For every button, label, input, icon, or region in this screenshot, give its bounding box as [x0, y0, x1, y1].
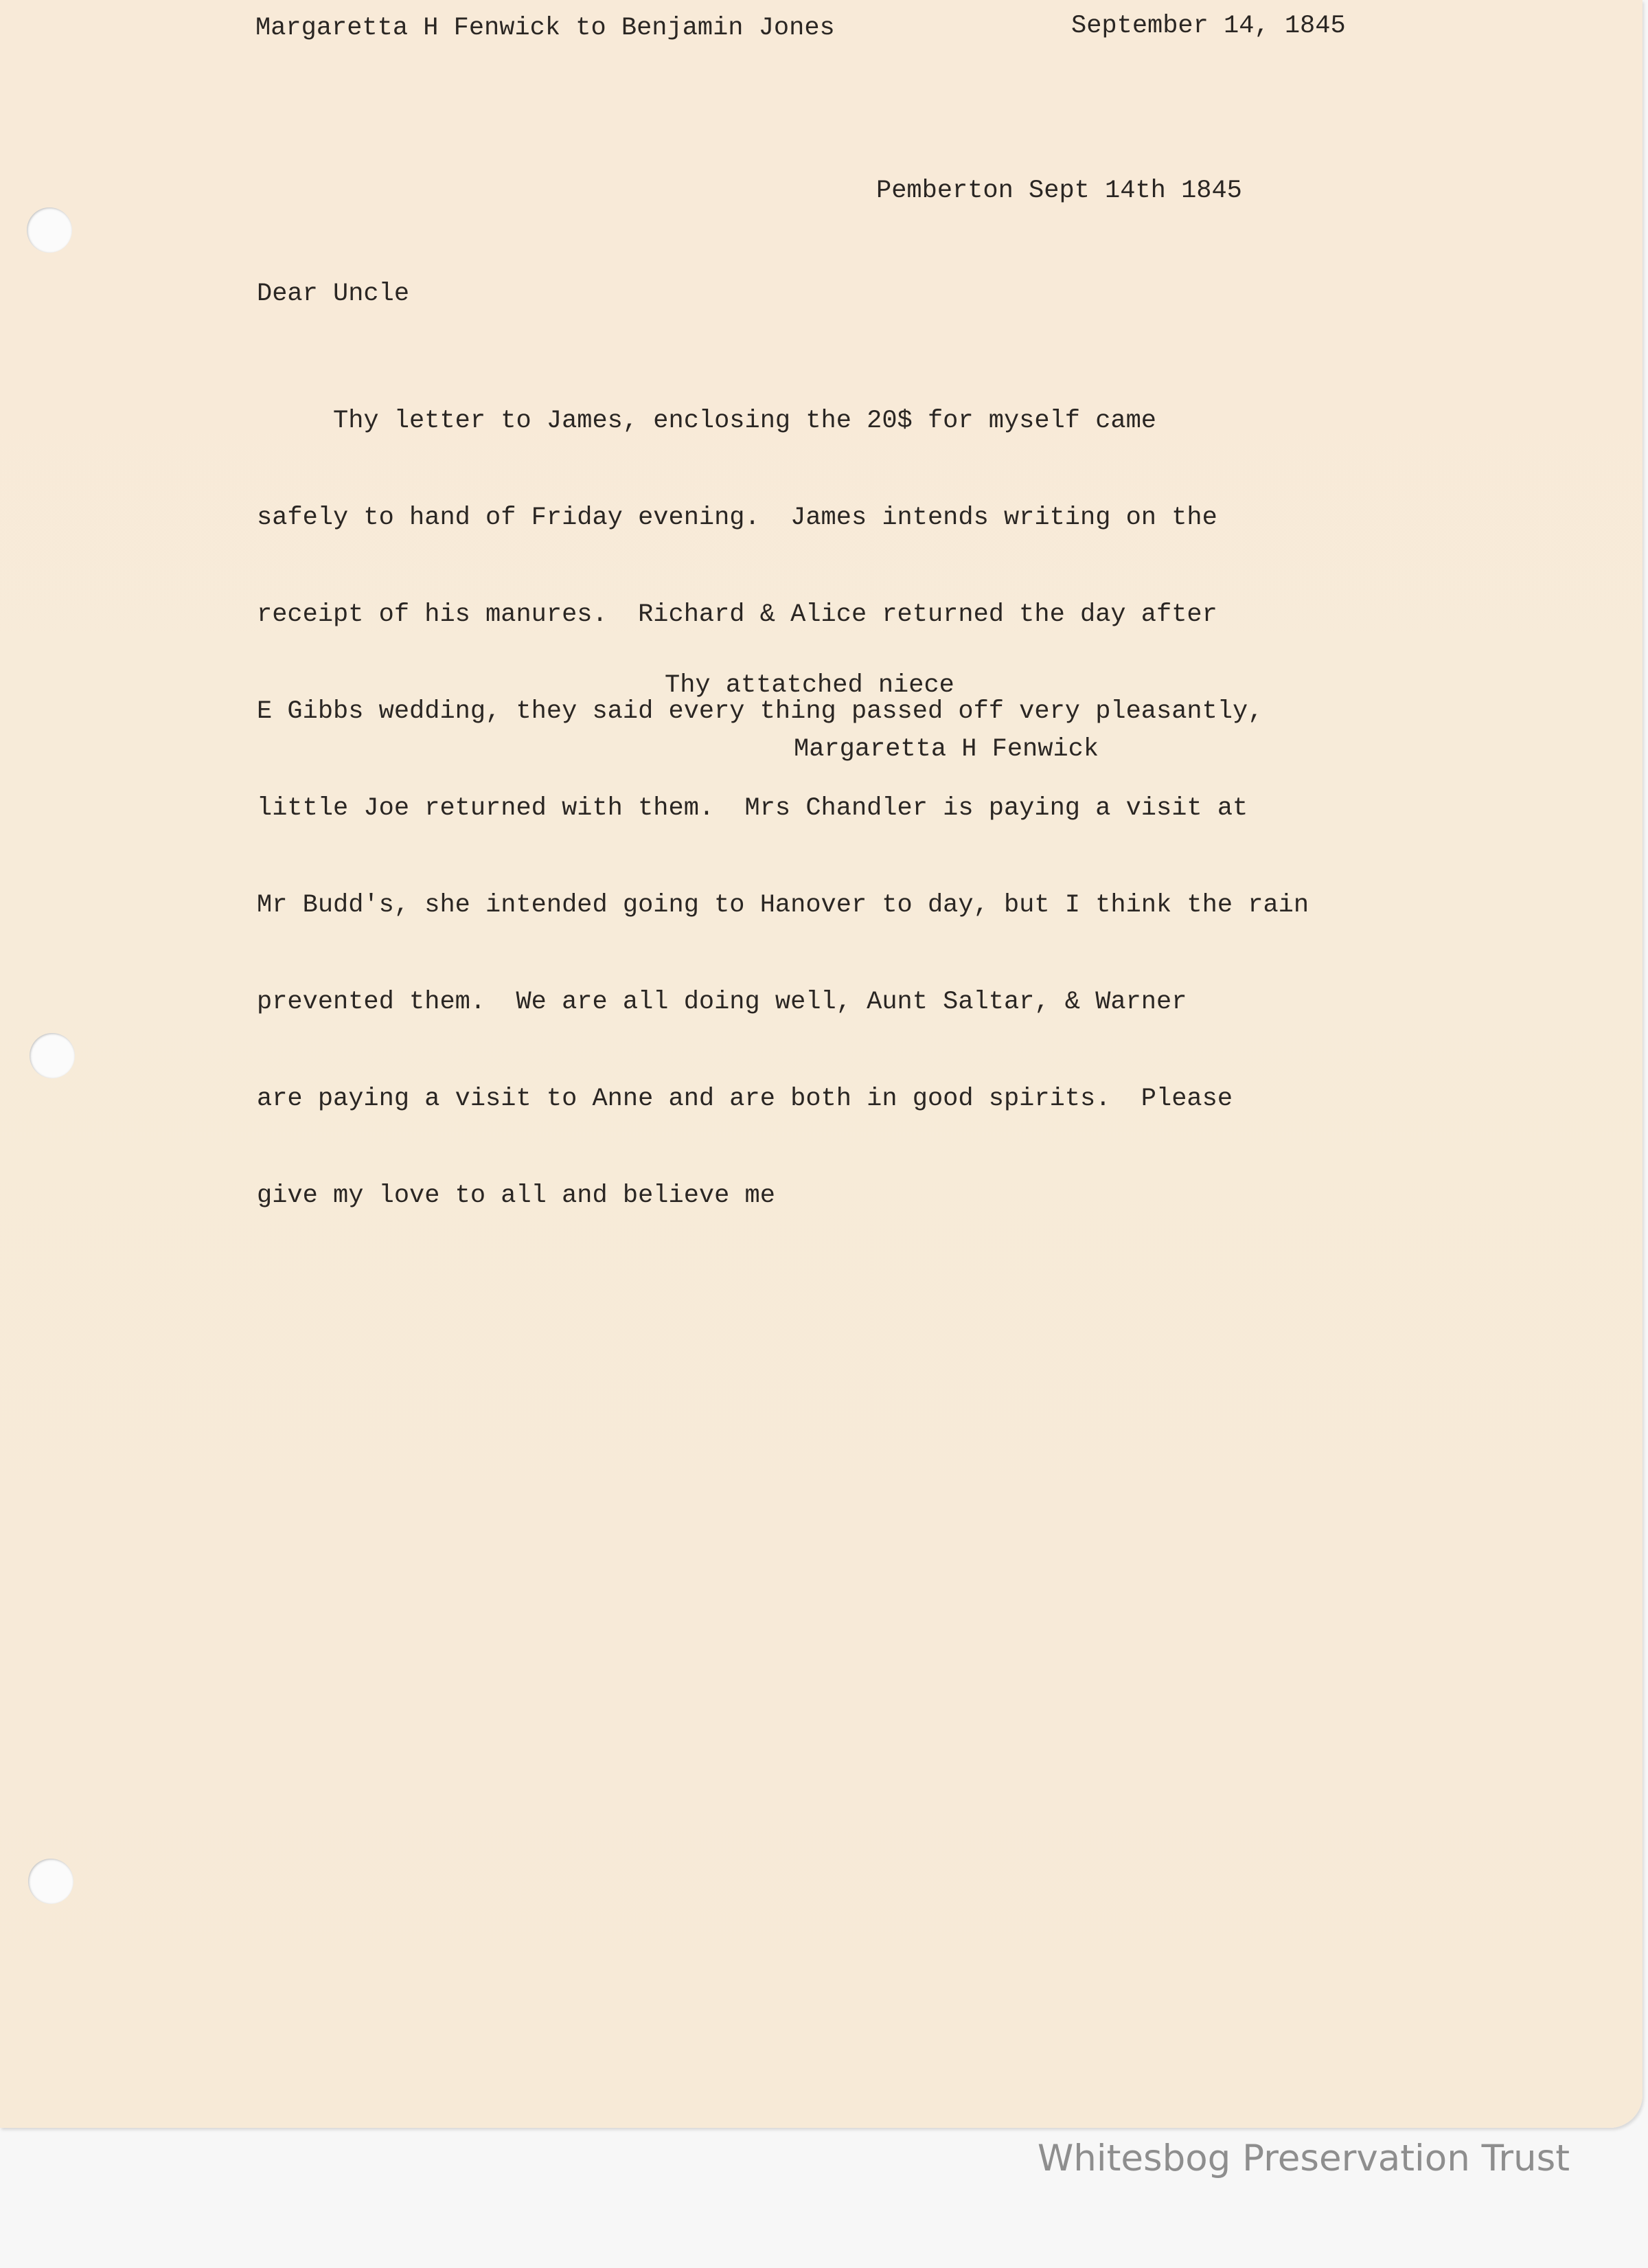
- body-line: give my love to all and believe me: [257, 1181, 775, 1210]
- body-line: receipt of his manures. Richard & Alice returned the day after: [257, 600, 1217, 629]
- body-line: prevented them. We are all doing well, Aunt Saltar, & Warner: [257, 988, 1187, 1017]
- header-date: September 14, 1845: [1071, 12, 1346, 41]
- body-line: Thy letter to James, enclosing the 20$ for myself came: [257, 407, 1157, 435]
- watermark-credit: Whitesbog Preservation Trust: [1037, 2137, 1570, 2179]
- letter-closing: Thy attatched niece: [665, 671, 954, 700]
- body-line: E Gibbs wedding, they said every thing passed off very pleasantly,: [257, 697, 1263, 726]
- body-line: Mr Budd's, she intended going to Hanover to day, but I think the rain: [257, 891, 1309, 920]
- punch-hole-top: [27, 207, 72, 253]
- body-line: little Joe returned with them. Mrs Chandler is paying a visit at: [257, 794, 1248, 823]
- letter-salutation: Dear Uncle: [257, 280, 410, 308]
- letter-place-date: Pemberton Sept 14th 1845: [876, 177, 1242, 205]
- body-line: safely to hand of Friday evening. James intends writing on the: [257, 503, 1217, 532]
- letter-signature: Margaretta H Fenwick: [794, 735, 1099, 764]
- header-correspondents: Margaretta H Fenwick to Benjamin Jones: [255, 14, 835, 43]
- body-line: are paying a visit to Anne and are both in good spirits. Please: [257, 1085, 1233, 1113]
- punch-hole-middle: [30, 1033, 75, 1078]
- letter-body: [257, 341, 1309, 1277]
- punch-hole-bottom: [28, 1859, 73, 1904]
